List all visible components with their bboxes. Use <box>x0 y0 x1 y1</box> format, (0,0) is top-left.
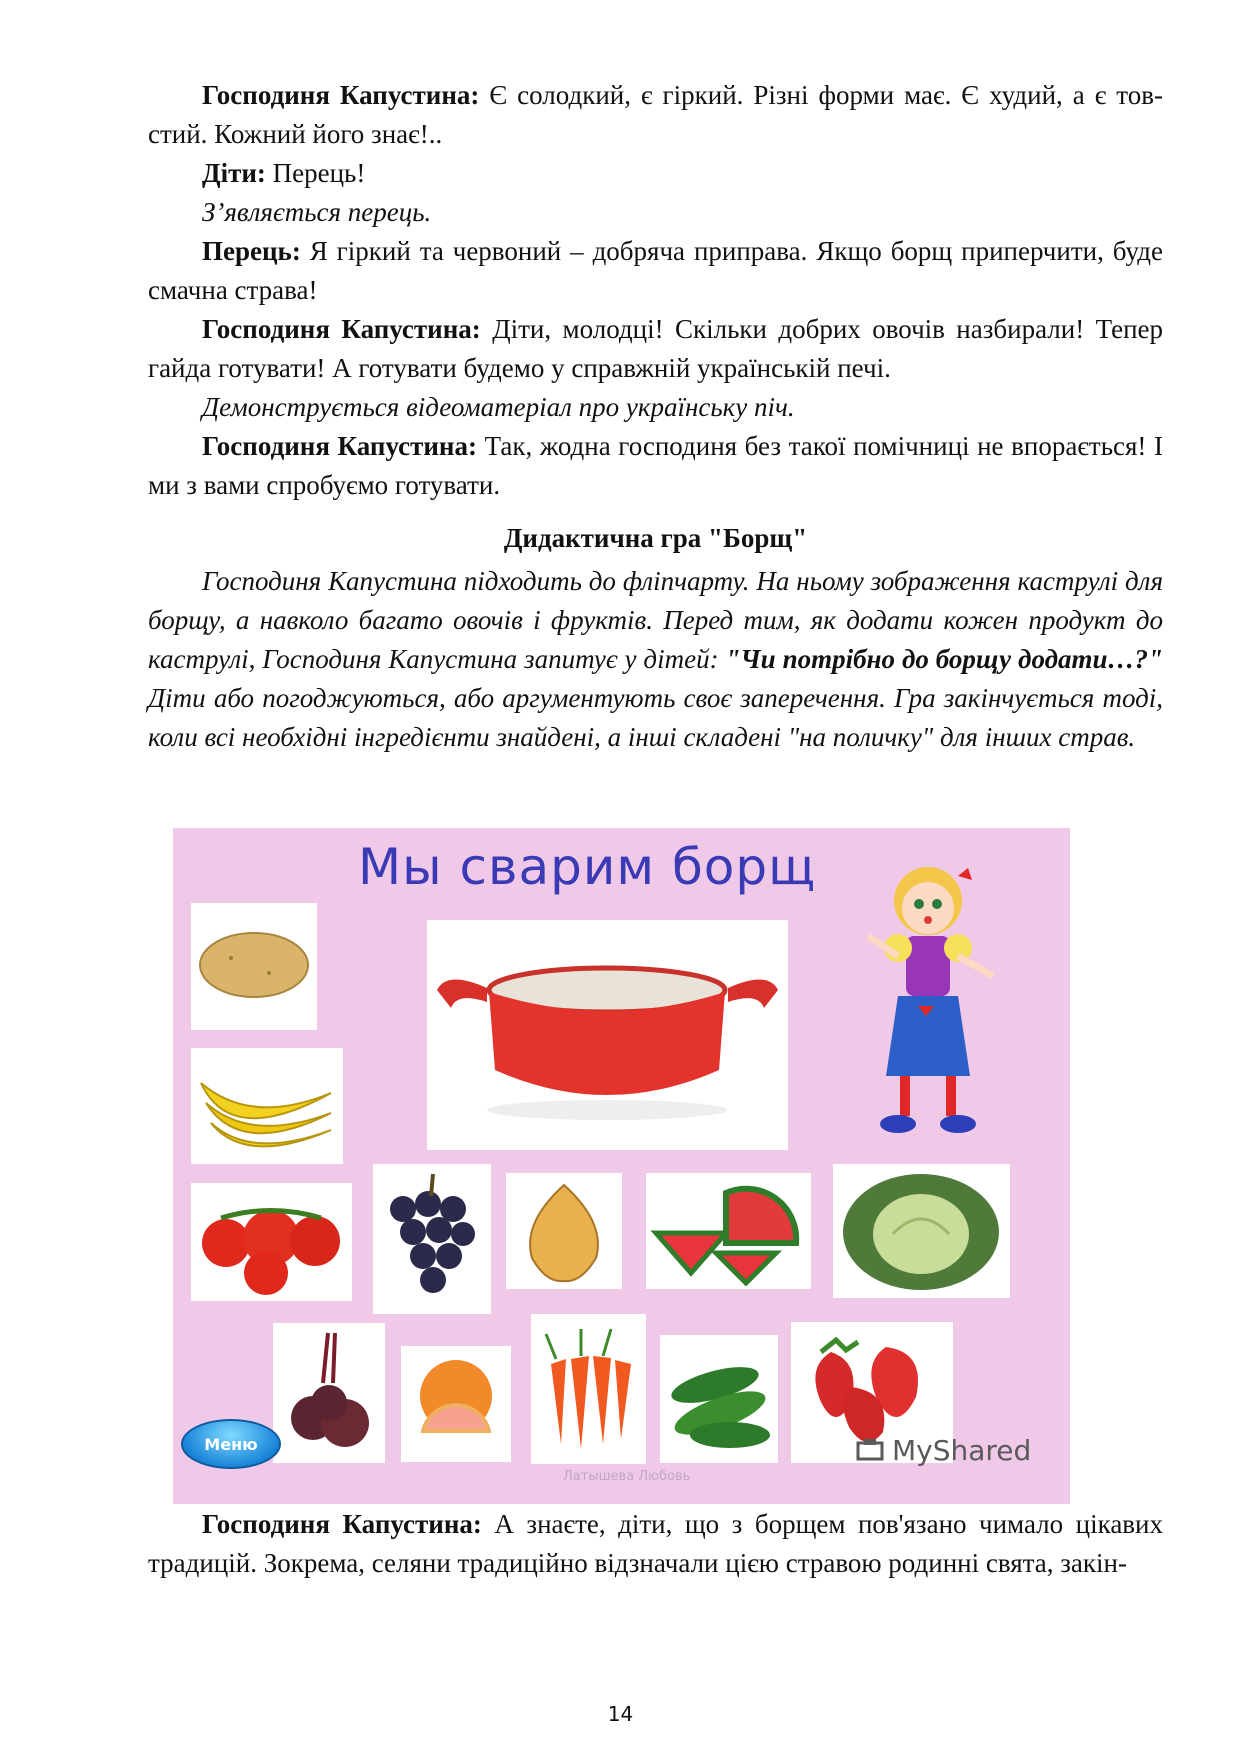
watermelon-icon <box>646 1173 811 1289</box>
grapefruit-icon <box>401 1346 511 1462</box>
doll-icon <box>858 856 998 1141</box>
paragraph <box>148 154 1163 193</box>
stage-direction <box>148 193 1163 232</box>
myshared-logo-icon <box>856 1437 886 1465</box>
carrot-icon <box>531 1314 646 1464</box>
paragraph <box>148 76 1163 154</box>
line-text: Я гіркий та червоний – добряча приправа. Якщо борщ приперчити, буде смачна страва! <box>148 236 1163 305</box>
grapes-card[interactable] <box>373 1164 491 1314</box>
page-number: 14 <box>607 1702 634 1726</box>
stage-text: З’являється перець. <box>202 197 432 227</box>
borsch-slide <box>173 828 1070 1504</box>
beet-card[interactable] <box>273 1323 385 1463</box>
speaker-name: Господиня Капустина: <box>202 1509 482 1539</box>
line-text: Діти, молодці! Скільки добрих овочів назбирали! Тепер гайда готувати! А готувати будемо у справжній українській печі. <box>148 314 1163 383</box>
game-question: "Чи потрібно до борщу додати…?" <box>725 644 1163 674</box>
stage-text: Демонструється відеоматеріал про українську піч. <box>202 392 795 422</box>
pot-icon <box>427 920 788 1150</box>
speaker-name: Господиня Капустина: <box>202 314 481 344</box>
line-text: Перець! <box>265 158 366 188</box>
tomato-icon <box>191 1183 352 1301</box>
slide-author: Латышева Любовь <box>563 1469 691 1484</box>
beet-icon <box>273 1323 385 1463</box>
cucumber-icon <box>660 1335 778 1463</box>
line-text: Є солодкий, є гіркий. Різні форми має. Є худий, а є товстий. Кожний його знає!.. <box>148 80 1163 149</box>
game-text-a: Господиня Капустина підходить до фліпчарту. На ньому зображення каструлі для борщу, а навколо багато овочів і фруктів. Перед тим, як додати кожен продукт до каструлі, Господиня Капустина запитує у дітей: <box>148 566 1163 674</box>
cabbage-icon <box>833 1164 1010 1298</box>
menu-button[interactable]: Меню <box>181 1419 281 1469</box>
watermark-text: MyShared <box>892 1434 1032 1467</box>
dialogue-block-1 <box>148 76 1163 505</box>
cabbage-card[interactable] <box>833 1164 1010 1298</box>
grapefruit-card[interactable] <box>401 1346 511 1462</box>
tomatoes-card[interactable] <box>191 1183 352 1301</box>
dialogue-block-3 <box>148 1505 1163 1583</box>
pot-card[interactable] <box>427 920 788 1150</box>
speaker-name: Діти: <box>202 158 266 188</box>
potato-icon <box>191 903 317 1030</box>
grapes-icon <box>373 1164 491 1314</box>
line-text: А знаєте, діти, що з борщем пов'язано чимало цікавих традицій. Зокрема, селяни традиційно відзначали цією стравою родинні свята, закін- <box>148 1509 1164 1578</box>
stage-direction <box>148 388 1163 427</box>
paragraph <box>148 427 1163 505</box>
paragraph <box>148 232 1163 310</box>
onion-icon <box>506 1173 622 1289</box>
speaker-name: Перець: <box>202 236 301 266</box>
paragraph <box>148 310 1163 388</box>
carrots-card[interactable] <box>531 1314 646 1464</box>
slide-title: Мы сварим борщ <box>358 838 817 896</box>
potato-card[interactable] <box>191 903 317 1030</box>
speaker-name: Господиня Капустина: <box>202 431 477 461</box>
banana-card[interactable] <box>191 1048 343 1164</box>
onion-card[interactable] <box>506 1173 622 1289</box>
line-text: Так, жодна господиня без такої помічниці не впорається! І ми з вами спробуємо готувати. <box>148 431 1163 500</box>
section-heading: Дидактична гра "Борщ" <box>503 523 808 553</box>
watermelon-card[interactable] <box>646 1173 811 1289</box>
speaker-name: Господиня Капустина: <box>202 80 480 110</box>
paragraph <box>148 1505 1163 1583</box>
game-paragraph <box>148 562 1163 757</box>
game-text-c: Діти або погоджуються, або аргументують своє заперечення. Гра закінчується тоді, коли всі необхідні інгредієнти знайдені, а інші складені "на поличку" для інших страв. <box>148 683 1163 752</box>
cucumbers-card[interactable] <box>660 1335 778 1463</box>
doll-illustration <box>858 856 998 1141</box>
watermark <box>856 1434 1031 1467</box>
banana-icon <box>191 1048 343 1164</box>
game-description <box>148 519 1163 757</box>
